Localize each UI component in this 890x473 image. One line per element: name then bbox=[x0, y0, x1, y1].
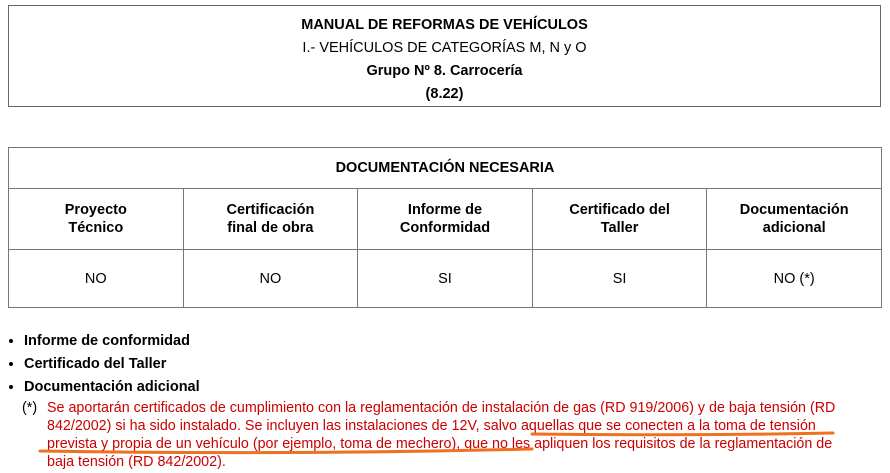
table-row bbox=[9, 250, 882, 308]
list-item: • Certificado del Taller bbox=[24, 353, 200, 376]
table-cell: NO bbox=[9, 250, 184, 308]
column-header: Certificado del Taller bbox=[532, 189, 707, 250]
column-header: Informe de Conformidad bbox=[358, 189, 533, 250]
manual-title: MANUAL DE REFORMAS DE VEHÍCULOS bbox=[301, 17, 588, 33]
column-header: Certificación final de obra bbox=[183, 189, 358, 250]
required-docs-list bbox=[8, 330, 200, 399]
footnote-marker: (*) bbox=[22, 400, 38, 416]
column-header: Documentación adicional bbox=[707, 189, 882, 250]
footnote-text: Se aportarán certificados de cumplimiento con la reglamentación de instalación de gas (RD 919/2006) y de baja tensión (RD 842/2002) si ha sido instalado. Se incluyen las instalaciones de 12V, salvo aquellas que se conecten a la toma de tensión prevista y propia de un vehículo (por ejemplo, toma de mechero), que no les apliquen los requisitos de la reglamentación de baja tensión (RD 842/2002). bbox=[47, 400, 836, 470]
documentation-table bbox=[8, 147, 882, 308]
table-header-row bbox=[9, 189, 882, 250]
footnote bbox=[22, 399, 852, 471]
manual-header bbox=[8, 5, 881, 107]
table-cell: NO bbox=[183, 250, 358, 308]
section-code: (8.22) bbox=[425, 86, 464, 102]
list-item: • Documentación adicional bbox=[24, 376, 200, 399]
category-line: I.- VEHÍCULOS DE CATEGORÍAS M, N y O bbox=[302, 40, 587, 56]
group-line: Grupo Nº 8. Carrocería bbox=[366, 63, 523, 79]
table-cell: SI bbox=[358, 250, 533, 308]
table-cell: NO (*) bbox=[707, 250, 882, 308]
table-cell: SI bbox=[532, 250, 707, 308]
list-item: • Informe de conformidad bbox=[24, 330, 200, 353]
table-title: DOCUMENTACIÓN NECESARIA bbox=[9, 148, 882, 189]
column-header: Proyecto Técnico bbox=[9, 189, 184, 250]
